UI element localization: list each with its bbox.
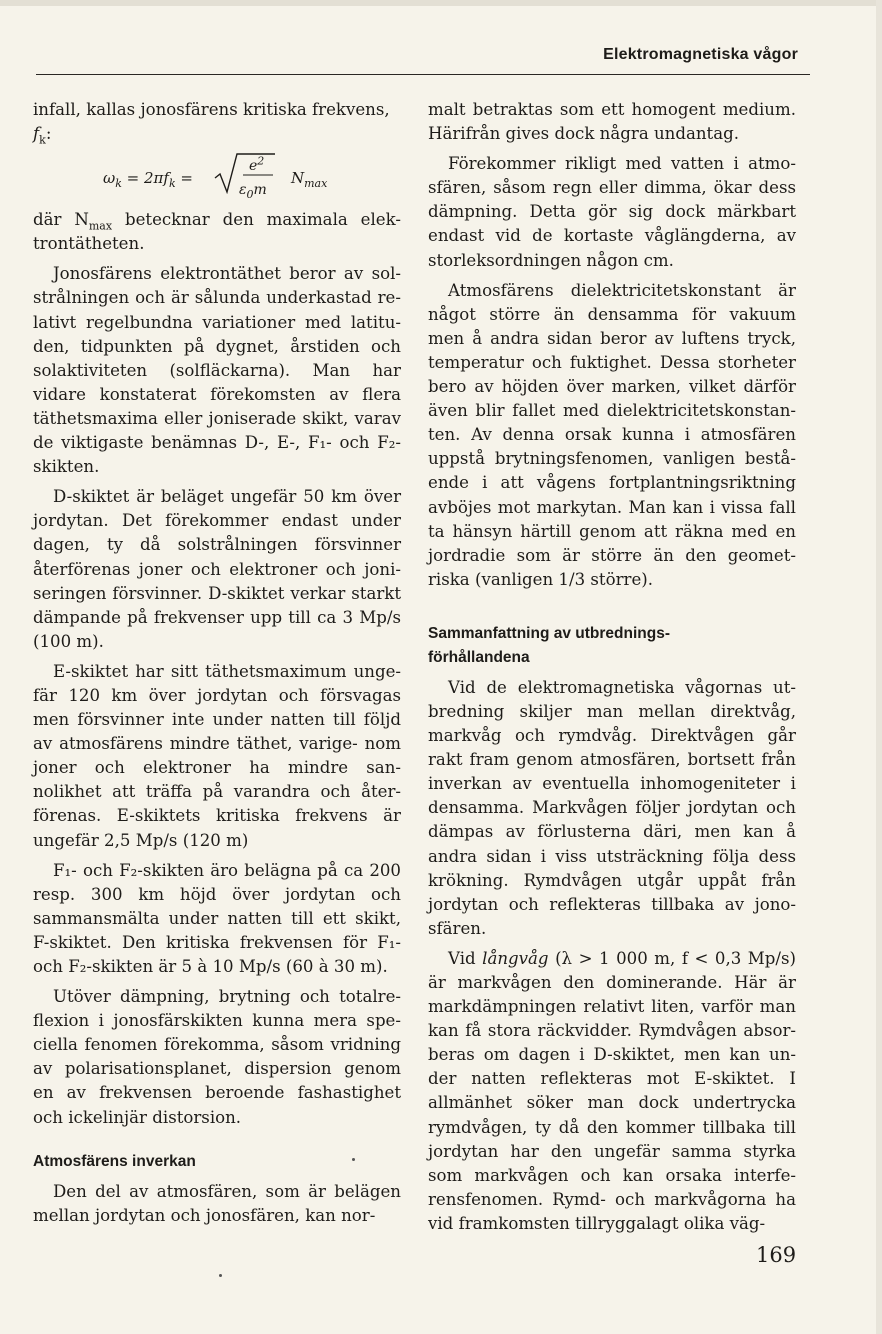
left-column xyxy=(33,98,401,1228)
page-number: 169 xyxy=(756,1243,797,1267)
subscript: max xyxy=(304,177,328,191)
text: (λ > 1 000 m, f < 0,3 Mp/s) är markvågen den dominerande. Här är markdämpningen relativt liten, varför man kan få stora räckvidder. Rymdvågen absor- beras om dagen i D-skiktet, men kan un- der natten reflekteras mot E-skiktet. I allmänhet söker man dock undertrycka rymdvågen, ty då den kommer tillbaka till jordytan har den ungefär samma styrka som markvågen och kan orsaka interfe- rensfenomen. Rymd- och markvågorna ha vid framkomsten tillryggalagt olika väg- xyxy=(428,948,797,1233)
formula-lhs xyxy=(103,166,193,190)
speck-dot xyxy=(219,1274,222,1277)
paragraph xyxy=(33,208,401,256)
omega: ω xyxy=(103,169,116,188)
section-heading: Atmosfärens inverkan xyxy=(33,1152,196,1170)
paragraph: Den del av atmosfären, som är belägen mellan jordytan och jonosfären, kan nor- xyxy=(33,1181,401,1225)
speck-dot xyxy=(352,1158,355,1161)
paragraph: Vid de elektromagnetiska vågornas ut- bredning skiljer man mellan direktvåg, markvåg och rymdvåg. Direktvågen går rakt fram genom atmosfären, bortsett från inverkan av eventuella inhomogeniteter i densamma. Markvågen följer jordytan och dämpas av förlusterna däri, men kan å andra sidan i viss utsträckning följa dess krökning. Rymdvågen utgår uppåt från jordytan och reflekteras tillbaka av jono- sfären. xyxy=(428,677,796,938)
symbol-f: f xyxy=(33,124,40,144)
running-header: Elektromagnetiska vågor xyxy=(603,46,798,63)
m: m xyxy=(253,182,267,199)
subscript: k xyxy=(115,177,122,191)
right-column xyxy=(428,98,796,1236)
e: e xyxy=(249,158,258,175)
header-rule xyxy=(36,74,810,75)
formula-denominator xyxy=(239,178,267,202)
paragraph: Utöver dämpning, brytning och totalre- flexion i jonosfärskikten kunna mera spe- ciella fenomen förekomma, såsom vridning av polarisationsplanet, dispersion genom en av frekvensen beroende fashastighet och ickelinjär distorsion. xyxy=(33,987,401,1127)
critical-frequency-formula xyxy=(33,150,401,202)
epsilon: ε xyxy=(239,182,247,199)
subscript: k xyxy=(39,133,46,147)
paragraph xyxy=(33,98,401,146)
superscript: 2 xyxy=(257,154,265,168)
formula-numerator xyxy=(249,154,264,178)
page-right-edge xyxy=(876,0,882,1334)
paragraph: Atmosfärens dielektricitetskonstant är något större än densamma för vakuum men å andra sidan beror av luftens tryck, temperatur och fuktighet. Dessa storheter bero av höjden över marken, vilket därför även blir fallet med dielektricitetskonstan- ten. Av denna orsak kunna i atmosfären uppstå brytningsfenomen, vanligen bestå- ende i att vågens fortplantningsriktning avböjes mot markytan. Man kan i vissa fall ta hänsyn härtill genom att räkna med en jordradie som är större än den geomet- riska (vanligen 1/3 större). xyxy=(428,280,796,589)
equals: = xyxy=(175,169,193,188)
subscript: max xyxy=(88,219,113,233)
formula-mid: = 2πf xyxy=(121,169,169,188)
text: Vid xyxy=(448,948,483,968)
page-top-edge xyxy=(0,0,882,6)
emphasis: långvåg xyxy=(482,948,549,968)
paragraph: Jonosfärens elektrontäthet beror av sol- strålningen och är sålunda underkastad re- lativt regelbundna variationer med latitu- den, tidpunkten på dygnet, årstiden och solaktiviteten (solfläckarna). Man har vidare konstaterat förekomsten av flera täthetsmaxima eller joniserade skikt, varav de viktigaste benämnas D-, E-, F₁- och F₂-skikten. xyxy=(33,264,401,477)
text: betecknar den maximala elek- trontätheten. xyxy=(33,210,401,254)
N: N xyxy=(291,169,305,188)
paragraph: E-skiktet har sitt täthetsmaximum unge- fär 120 km över jordytan och försvagas men försvinner inte under natten till följd av atmosfärens mindre täthet, varige- nom joner och elektroner ha mindre san- nolikhet att träffa på varandra och åter- förenas. E-skiktets kritiska frekvens är ungefär 2,5 Mp/s (120 m) xyxy=(33,661,401,850)
subscript: 0 xyxy=(246,187,254,201)
paragraph xyxy=(428,947,796,1236)
section-heading: Sammanfattning av utbrednings- förhållandena xyxy=(428,624,670,666)
subscript: k xyxy=(168,177,176,191)
text: infall, kallas jonosfärens kritiska frekvens, xyxy=(33,100,390,119)
paragraph: D-skiktet är beläget ungefär 50 km över jordytan. Det förekommer endast under dagen, ty då solstrålningen försvinner återförenas joner och elektroner och joni- seringen försvinner. D-skiktet verkar starkt dämpande på frekvenser upp till ca 3 Mp/s (100 m). xyxy=(33,487,401,651)
paragraph: F₁- och F₂-skikten äro belägna på ca 200 resp. 300 km höjd över jordytan och sammansmälta under natten till ett skikt, F-skiktet. Den kritiska frekvensen för F₁- och F₂-skikten är 5 à 10 Mp/s (60 à 30 m). xyxy=(33,860,401,976)
formula-nmax xyxy=(291,166,327,190)
paragraph: malt betraktas som ett homogent medium. Härifrån gives dock några undantag. xyxy=(428,100,796,144)
paragraph: Förekommer rikligt med vatten i atmo- sfären, såsom regn eller dimma, ökar dess dämpning. Detta gör sig dock märkbart endast vid de kortaste våglängderna, av storleksordningen någon cm. xyxy=(428,154,796,270)
text: : xyxy=(45,124,52,144)
text: där N xyxy=(33,210,89,230)
